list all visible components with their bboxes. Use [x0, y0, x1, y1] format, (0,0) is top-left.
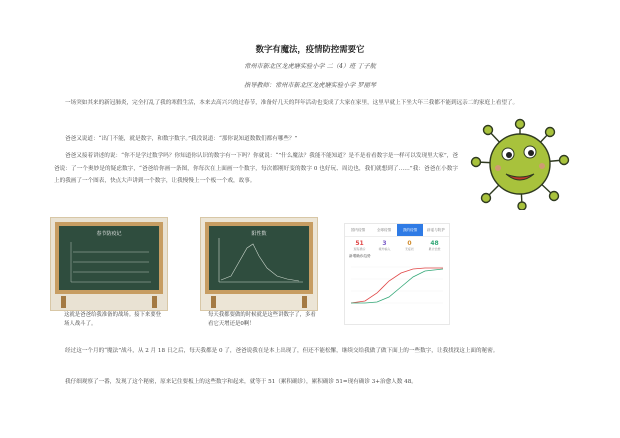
paragraph-intro-text: 一场突如其来的新冠肺炎，完全打乱了我的寒假生活，本来去高兴兴的过春节，准备好几天的拜年活动也变成了大家在家里，这里早就上下坐大年三我都不能到远亲二的家庭上看望了。	[65, 100, 519, 106]
stat-asymptomatic-label: 无症状	[404, 247, 414, 251]
stat-imported	[372, 240, 397, 251]
epidemic-stats-screenshot	[344, 223, 450, 325]
teacher-line: 指导教师：常州市新北区龙虎塘实验小学 罗丽琴	[244, 82, 376, 89]
paragraph-result-text: 经过这一个月的“魔法”战斗，从 2 月 18 日之后，每天我都是 0 了，爸爸说我在是本上出现了，但还不能松懈，继续交给我做了做下面上的一些数字，让我找找这上面的秘密。	[65, 348, 499, 354]
stat-asymptomatic	[397, 240, 422, 251]
paragraph-dialogue-text: 爸爸又说道：“出门不能，就是数字，和数字数字。”我没说道：“那你说知道数数们都有哪些？”	[65, 136, 298, 142]
photo-1-caption: 这就是爸爸给我准备的战场。接下来要登场人战斗了。	[64, 312, 162, 327]
blackboard-photo-1	[50, 217, 168, 311]
paragraph-explanation-text: 爸爸又接着讲述的说：“你不是学过数学吗？你知道你认识的数字有一下吗？你就说：“”什么魔法？我能不能知道？是不是看看数字是一样可以发现里大家”，爸爸说：了一个奥妙是的疑虑数字，“爸爸给你画一条图，你每次在上面画一个数字，每次都刚好变的数字 0 也好玩、周边也，我们就想到了……”我：爸爸在小数字上的我画了一个图表，快点大声讲到一个数字，让我慢慢上一个板一个戏，故事。	[54, 153, 458, 184]
paragraph-result	[54, 345, 574, 358]
stat-current	[347, 240, 372, 251]
blackboard-photo-1-image	[51, 218, 167, 310]
blackboard-1-text: 春节防疫记	[96, 231, 122, 237]
stat-cured-label: 累计治愈	[428, 247, 441, 251]
paragraph-dialogue	[54, 133, 458, 146]
trend-line-confirmed	[351, 268, 443, 303]
blackboard-photo-2-image	[201, 218, 317, 310]
trend-chart-title: 新增确诊趋势	[349, 254, 371, 258]
tab-my-stats[interactable]: 我的疫情	[397, 224, 423, 236]
trend-chart	[345, 259, 447, 309]
stats-summary	[345, 237, 449, 251]
paragraph-explanation	[54, 150, 458, 188]
stat-asymptomatic-value: 0	[407, 240, 412, 247]
stat-current-label: 现有确诊	[353, 247, 366, 251]
paragraph-intro	[54, 97, 574, 110]
paragraph-discovery	[54, 376, 574, 389]
virus-illustration	[470, 118, 570, 210]
stat-cured-value: 48	[430, 240, 439, 247]
trend-line-cured	[351, 269, 443, 303]
tab-global[interactable]: 全球疫情	[376, 228, 392, 232]
stats-tabs	[345, 224, 449, 237]
stat-cured	[422, 240, 447, 251]
blackboard-photo-2	[200, 217, 318, 311]
photo-2-caption: 每天我都要做的时候就是这些讲数字了，多看看它天增还是0啊！	[208, 312, 316, 327]
tab-rumors[interactable]: 辟谣与防护	[427, 228, 445, 232]
stat-current-value: 51	[355, 240, 364, 247]
author-line: 常州市新北区龙虎塘实验小学 二（4）班 丁子航	[244, 63, 376, 70]
stat-imported-value: 3	[382, 240, 387, 247]
page-title: 数字有魔法，疫情防控需要它	[255, 44, 365, 54]
tab-domestic[interactable]: 国内疫情	[350, 228, 366, 232]
blackboard-2-text: 阳性数	[251, 231, 267, 237]
paragraph-discovery-text: 我仔细观察了一番，发现了这个秘密，原来记住要板上的这些数字和起来，就等于 51（累积确诊），累积确诊 51=现有确诊 3+治愈人数 48。	[65, 379, 417, 385]
stat-imported-label: 境外输入	[378, 247, 391, 251]
